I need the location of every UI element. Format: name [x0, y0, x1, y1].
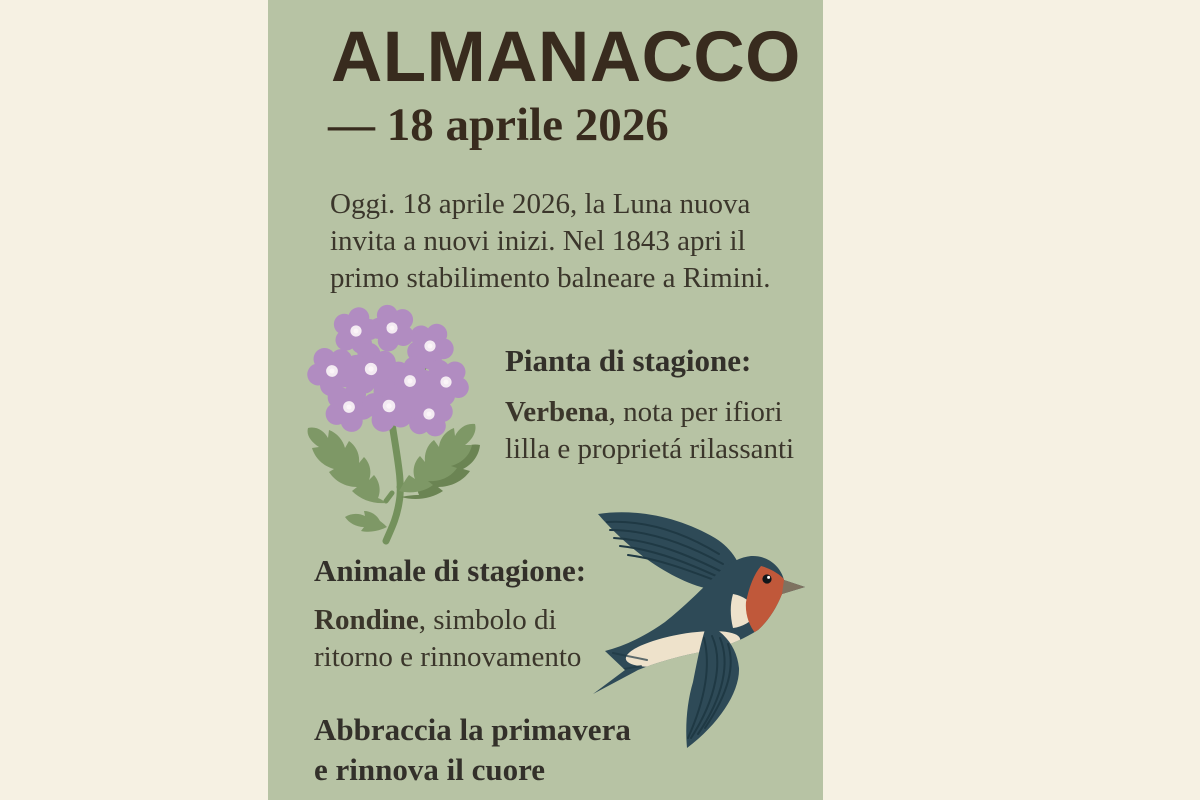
- animal-line: Rondine, simbolo di: [314, 604, 557, 636]
- footer-message: [314, 710, 631, 790]
- plant-name: Verbena: [505, 396, 609, 428]
- plant-section-body: [505, 394, 825, 468]
- verbena-illustration: [291, 297, 505, 549]
- animal-section-heading: Animale di stagione:: [314, 553, 587, 588]
- intro-paragraph: [330, 186, 810, 297]
- almanac-date: — 18 aprile 2026: [328, 99, 669, 151]
- animal-line: ritorno e rinnovamento: [314, 641, 582, 673]
- animal-name: Rondine: [314, 604, 419, 636]
- intro-line: invita a nuovi inizi. Nel 1843 apri il: [330, 225, 746, 257]
- animal-section-body: [314, 602, 624, 676]
- intro-line: Oggi. 18 aprile 2026, la Luna nuova: [330, 188, 751, 220]
- almanac-title: ALMANACCO: [331, 18, 801, 97]
- footer-line: Abbraccia la primavera: [314, 712, 631, 747]
- plant-line: lilla e proprietá rilassanti: [505, 433, 795, 465]
- flower-cluster: [299, 297, 477, 438]
- plant-line: Verbena, nota per ifiori: [505, 396, 783, 428]
- intro-line: primo stabilimento balneare a Rimini.: [330, 262, 771, 294]
- footer-line: e rinnova il cuore: [314, 752, 546, 787]
- plant-section-heading: Pianta di stagione:: [505, 343, 752, 378]
